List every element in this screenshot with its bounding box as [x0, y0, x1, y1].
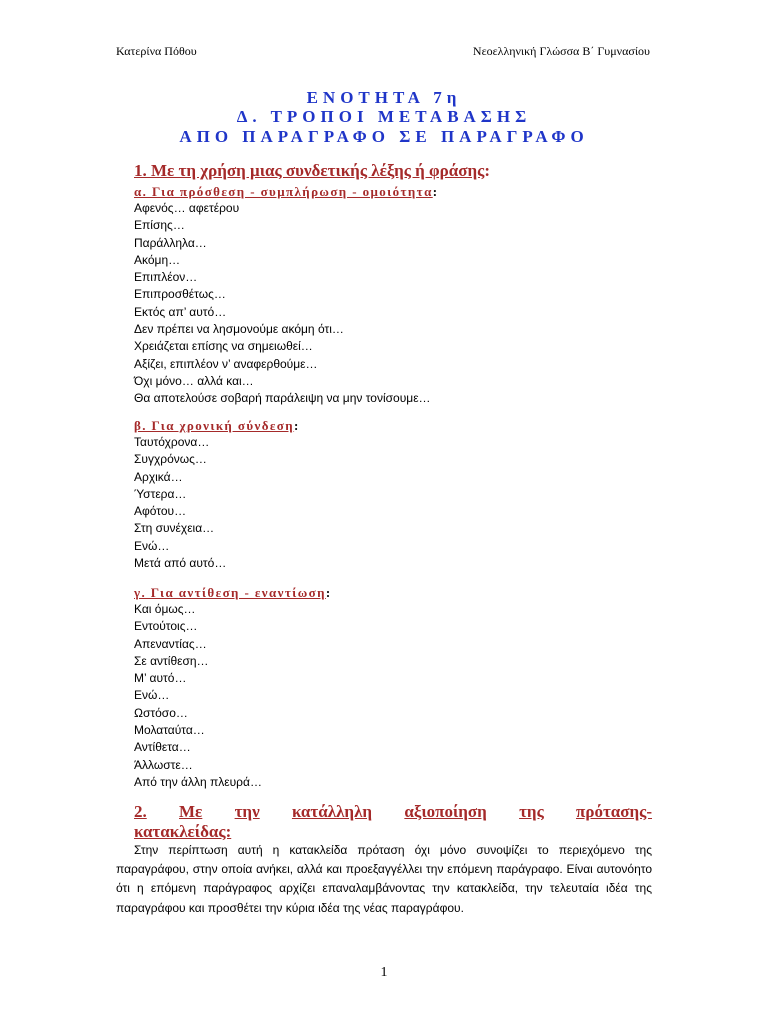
list-item: Ύστερα…	[134, 486, 187, 501]
group-a-title	[134, 184, 438, 200]
group-b-title-colon: :	[294, 418, 300, 433]
list-item: Ωστόσο…	[134, 705, 188, 720]
list-item: Ακόμη…	[134, 252, 181, 267]
header-author: Κατερίνα Πόθου	[116, 44, 197, 58]
list-item: Παράλληλα…	[134, 235, 207, 250]
list-item: Επιπροσθέτως…	[134, 287, 226, 302]
list-item: Αφενός… αφετέρου	[134, 201, 240, 215]
heading-word: της	[519, 802, 544, 821]
list-item: Ενώ…	[134, 688, 170, 703]
section2-heading-line2: κατακλείδας:	[134, 822, 232, 841]
title-topic: Δ. ΤΡΟΠΟΙ ΜΕΤΑΒΑΣΗΣ	[236, 107, 532, 126]
list-item: Στη συνέχεια…	[134, 521, 215, 536]
heading-word: κατάλληλη	[291, 802, 373, 821]
list-item: Μετά από αυτό…	[134, 556, 227, 571]
page-number: 1	[380, 965, 388, 980]
heading-word: την	[234, 802, 260, 821]
section2-heading-line1	[134, 802, 652, 822]
list-item: Ταυτόχρονα…	[134, 435, 210, 449]
list-item: Και όμως…	[134, 602, 196, 616]
group-a-title-colon: :	[432, 184, 439, 199]
section1-heading-colon: :	[484, 161, 490, 180]
group-b-title	[134, 418, 300, 434]
group-a-list	[134, 200, 431, 408]
list-item: Δεν πρέπει να λησμονούμε ακόμη ότι…	[134, 322, 344, 337]
list-item: Αρχικά…	[134, 469, 183, 484]
group-c-title-text: γ. Για αντίθεση - εναντίωση	[134, 585, 326, 600]
group-a-title-text: α. Για πρόσθεση - συμπλήρωση - ομοιότητα	[134, 184, 433, 199]
list-item: Αξίζει, επιπλέον ν’ αναφερθούμε…	[134, 356, 318, 371]
list-item: Ενώ…	[134, 538, 170, 553]
group-c-list	[134, 601, 262, 791]
header-course: Νεοελληνική Γλώσσα Β΄ Γυμνασίου	[472, 44, 650, 58]
section2-paragraph: Στην περίπτωση αυτή η κατακλείδα πρόταση όχι μόνο συνοψίζει το περιεχόμενο της παραγράφου, στην οποία ανήκει, αλλά και προεξαγγέλλει την επόμενη παράγραφο. Είναι αυτονόητο ότι η επόμενη παράγραφος αρχίζει επαναλαμβάνοντας την κατακλείδα, την τελευταία ιδέα της παραγράφου και προσθέτει την κύρια ιδέα της νέας παραγράφου.	[116, 843, 652, 915]
group-c-title	[134, 585, 332, 601]
list-item: Συγχρόνως…	[134, 452, 207, 467]
list-item: Από την άλλη πλευρά…	[134, 774, 262, 789]
heading-word: πρότασης-	[576, 802, 652, 821]
list-item: Θα αποτελούσε σοβαρή παράλειψη να μην τονίσουμε…	[134, 391, 431, 406]
group-b-title-text: β. Για χρονική σύνδεση	[134, 418, 295, 433]
list-item: Επιπλέον…	[134, 270, 198, 285]
title-subtopic: ΑΠΟ ΠΑΡΑΓΡΑΦΟ ΣΕ ΠΑΡΑΓΡΑΦΟ	[179, 127, 589, 146]
list-item: Σε αντίθεση…	[134, 653, 209, 668]
list-item: Άλλωστε…	[134, 757, 193, 772]
heading-word: αξιοποίηση	[404, 802, 487, 821]
list-item: Αντίθετα…	[134, 740, 191, 755]
heading-word: 2.	[134, 802, 147, 821]
list-item: Χρειάζεται επίσης να σημειωθεί…	[134, 339, 313, 354]
section2-heading	[134, 802, 652, 842]
list-item: Επίσης…	[134, 218, 185, 233]
group-b-list	[134, 434, 226, 572]
list-item: Μ’ αυτό…	[134, 671, 187, 686]
list-item: Μολαταύτα…	[134, 723, 205, 738]
list-item: Εκτός απ’ αυτό…	[134, 304, 227, 319]
list-item: Αφότου…	[134, 504, 187, 519]
group-c-title-colon: :	[325, 585, 332, 600]
list-item: Απεναντίας…	[134, 636, 207, 651]
heading-word: Με	[179, 802, 203, 821]
section1-heading-text: 1. Με τη χρήση μιας συνδετικής λέξης ή φράσης	[134, 161, 485, 180]
list-item: Εντούτοις…	[134, 619, 198, 634]
title-unit: ΕΝΟΤΗΤΑ 7η	[306, 88, 462, 107]
list-item: Όχι μόνο… αλλά και…	[134, 373, 254, 388]
section1-heading	[134, 161, 490, 181]
